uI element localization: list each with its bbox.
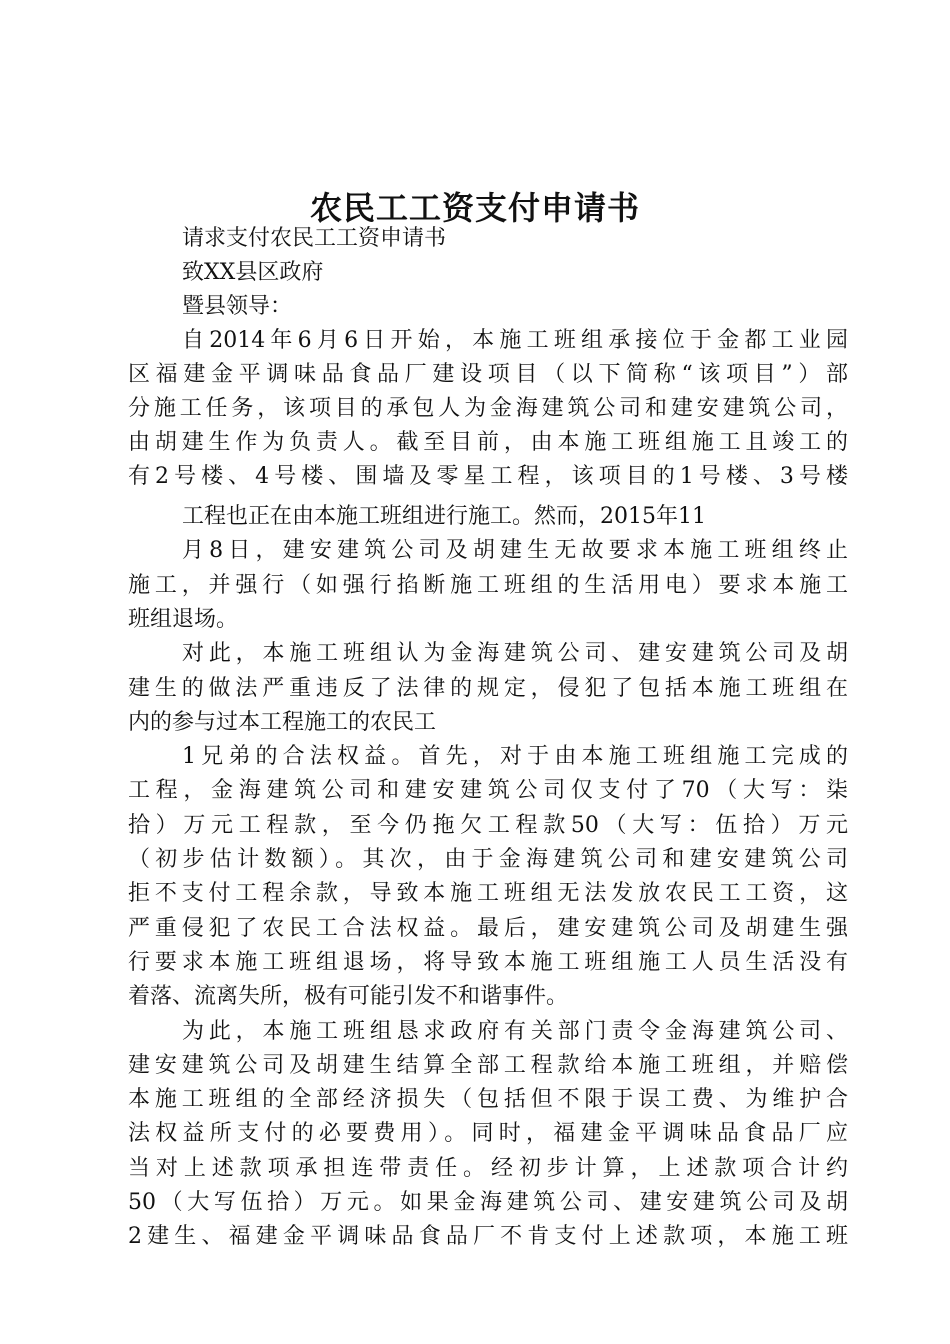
body-line: 工程也正在由本施工班组进行施工。然而，2015年11 [182,504,706,529]
body-line: 月8日，建安建筑公司及胡建生无故要求本施工班组终止 [182,538,848,564]
body-line: 请求支付农民工工资申请书 [182,226,447,251]
body-line: 为此，本施工班组恳求政府有关部门责令金海建筑公司、 [182,1018,848,1044]
body-line: 班组退场。 [128,606,239,632]
body-line: 当对上述款项承担连带责任。经初步计算，上述款项合计约 [128,1155,848,1181]
body-line: 有2号楼、4号楼、围墙及零星工程，该项目的1号楼、3号楼 [128,464,848,489]
body-line: 本施工班组的全部经济损失（包括但不限于误工费、为维护合 [128,1087,848,1113]
body-line: 法权益所支付的必要费用）。同时，福建金平调味品食品厂应 [128,1121,848,1147]
body-line: 暨县领导： [182,294,293,319]
body-line: 建安建筑公司及胡建生结算全部工程款给本施工班组，并赔偿 [128,1052,848,1078]
body-line: 区福建金平调味品食品厂建设项目（以下简称“该项目”）部 [128,362,848,387]
document-title: 农民工工资支付申请书 [309,189,640,227]
body-line: 严重侵犯了农民工合法权益。最后，建安建筑公司及胡建生强 [128,915,848,941]
body-line: 自2014年6月6日开始，本施工班组承接位于金都工业园 [182,328,848,353]
body-line: 工程，金海建筑公司和建安建筑公司仅支付了70（大写：柒 [128,778,848,804]
body-line: 对此，本施工班组认为金海建筑公司、建安建筑公司及胡 [182,641,848,667]
body-line: 建生的做法严重违反了法律的规定，侵犯了包括本施工班组在 [128,675,848,701]
body-line: 拾）万元工程款，至今仍拖欠工程款50（大写：伍拾）万元 [128,812,848,838]
body-line: 致XX县区政府 [182,260,324,285]
body-line: 由胡建生作为负责人。截至目前，由本施工班组施工且竣工的 [128,430,848,455]
body-line: （初步估计数额）。其次，由于金海建筑公司和建安建筑公司 [128,847,848,872]
body-line: 2建生、福建金平调味品食品厂不肯支付上述款项，本施工班 [128,1224,848,1250]
body-line: 行要求本施工班组退场，将导致本施工班组施工人员生活没有 [128,949,848,975]
body-line: 着落、流离失所，极有可能引发不和谐事件。 [128,984,569,1010]
body-line: 拒不支付工程余款，导致本施工班组无法发放农民工工资，这 [128,881,848,907]
body-line: 50（大写伍拾）万元。如果金海建筑公司、建安建筑公司及胡 [128,1190,848,1215]
body-line: 分施工任务，该项目的承包人为金海建筑公司和建安建筑公司， [128,396,848,421]
body-line: 1兄弟的合法权益。首先，对于由本施工班组施工完成的 [182,744,848,770]
body-line: 内的参与过本工程施工的农民工 [128,709,437,735]
body-line: 施工，并强行（如强行掐断施工班组的生活用电）要求本施工 [128,572,848,598]
